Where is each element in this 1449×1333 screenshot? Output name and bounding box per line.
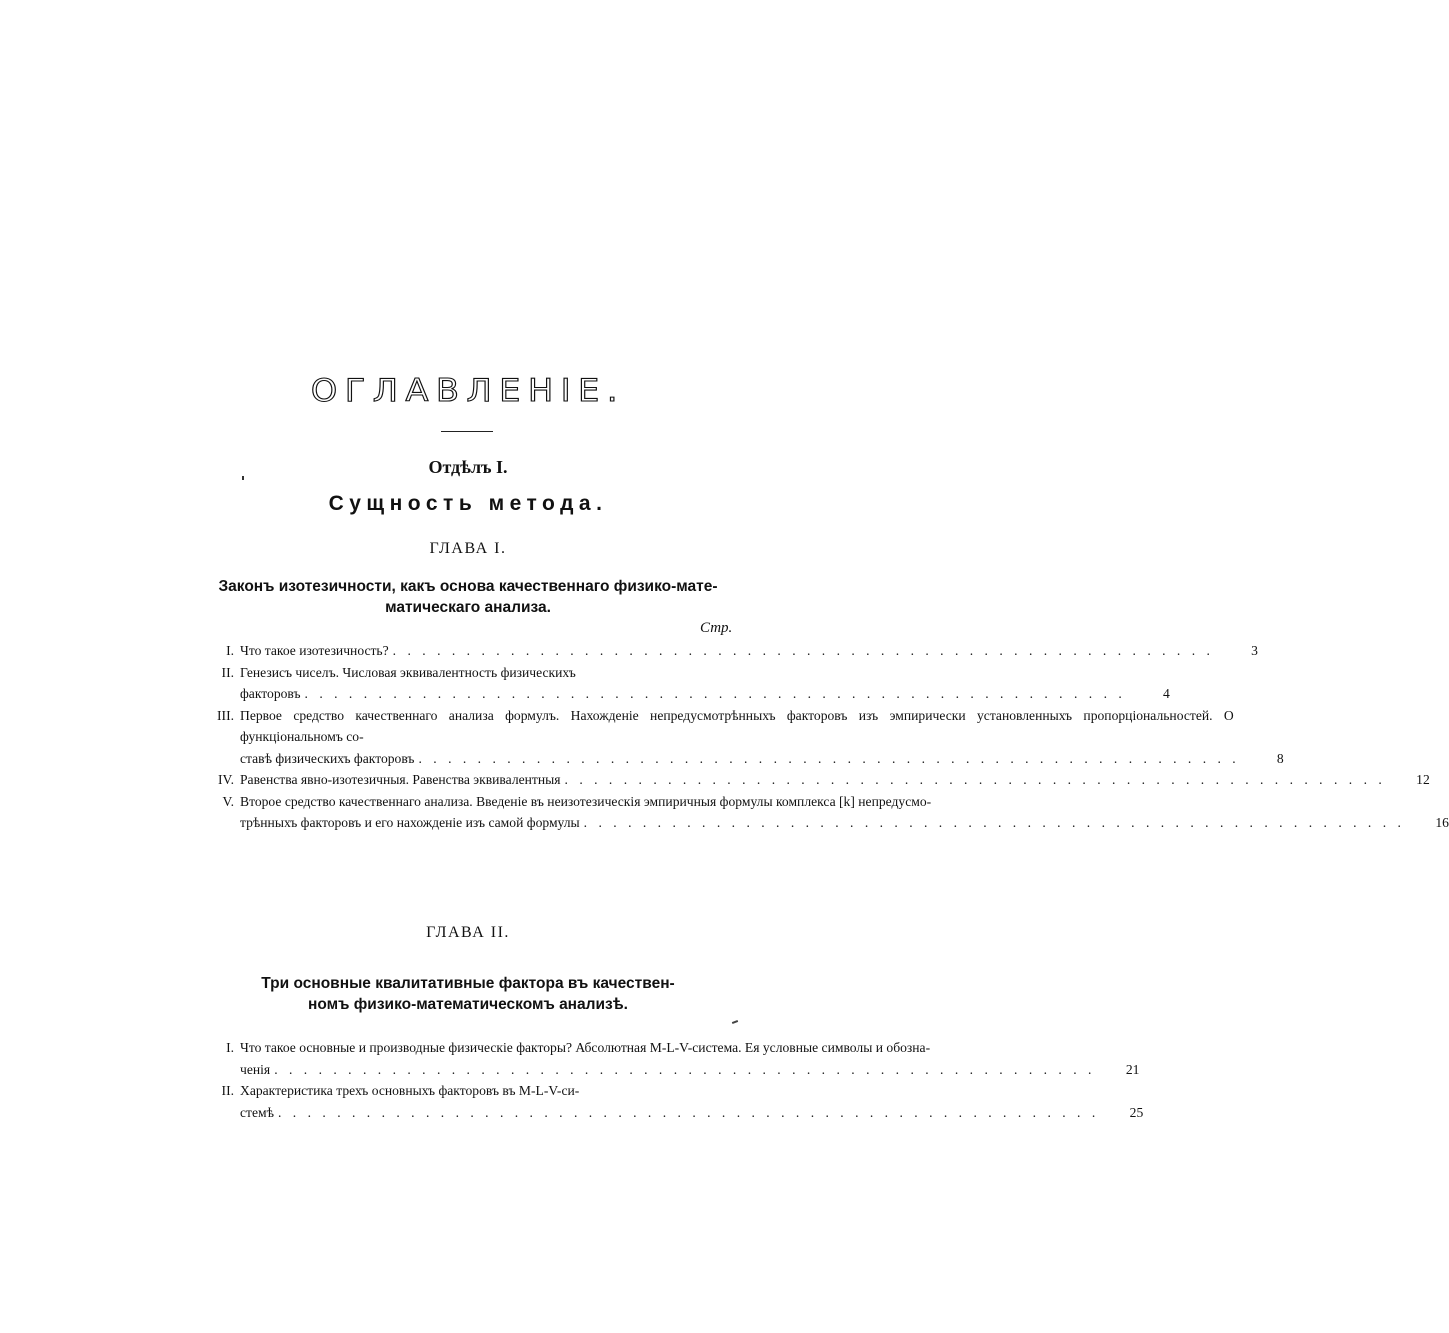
dot-leader: [301, 683, 1126, 705]
entry-title-end: факторовъ: [240, 686, 301, 701]
section-label: Отдѣлъ I.: [428, 457, 508, 477]
entry-title-end: стемѣ: [240, 1104, 274, 1120]
page-column-header: Стр.: [700, 620, 733, 636]
dot-leader: [561, 769, 1386, 791]
entry-title-end: ставѣ физическихъ факторовъ: [240, 750, 415, 766]
dot-leader: [414, 748, 1239, 770]
chapter-2-label: ГЛАВА II.: [426, 924, 510, 941]
entry-title-end: ченія: [240, 1061, 271, 1077]
entry-number: III.: [217, 707, 234, 723]
entry-title: Что такое изотезичность?: [240, 643, 389, 658]
entry-number: IV.: [218, 772, 234, 787]
entry-page: 12: [1416, 772, 1430, 787]
chapter-1-toc: [206, 640, 1449, 834]
dot-leader: [389, 640, 1214, 662]
entry-text: Первое средство качественнаго анализа формулъ. Нахожденіе непредусмотрѣнныхъ факторовъ изъ эмпирически установленныхъ пропорціональностей. О функціональномъ со-: [240, 707, 1234, 744]
dot-leader: [274, 1102, 1099, 1124]
title-rule: [441, 431, 493, 432]
chapter-2-title-line-2: номъ физико-математическомъ анализѣ.: [308, 996, 628, 1013]
toc-entry[interactable]: [206, 791, 1449, 834]
chapter-2-title: [210, 973, 726, 1015]
chapter-1-label: ГЛАВА I.: [429, 540, 507, 557]
entry-number: II.: [221, 664, 234, 680]
chapter-2-title-line-1: Три основные квалитативные фактора въ качествен-: [261, 975, 675, 992]
entry-text: Что такое основные и производные физическіе факторы? Абсолютная M-L-V-система. Ея условные символы и обозна-: [240, 1040, 931, 1055]
entry-page: 21: [1125, 1061, 1140, 1077]
entry-page: 4: [1162, 686, 1170, 701]
chapter-1-title-line-2: матическаго анализа.: [385, 599, 551, 616]
chapter-2-toc: [206, 1037, 1144, 1123]
entry-text: Характеристика трехъ основныхъ факторовъ въ M-L-V-си-: [240, 1083, 580, 1098]
print-speck-2: [732, 1020, 738, 1024]
entry-number: I.: [226, 643, 234, 658]
entry-number: V.: [222, 793, 234, 809]
toc-entry[interactable]: [206, 640, 1258, 662]
entry-number: II.: [221, 1083, 234, 1098]
section-title: Сущность метода.: [328, 492, 608, 515]
entry-title: Равенства явно-изотезичныя. Равенства эквивалентныя: [240, 772, 561, 787]
entry-number: I.: [226, 1040, 234, 1055]
entry-text: Второе средство качественнаго анализа. Введеніе въ неизотезическія эмпиричныя формулы комплекса [k] непредусмо-: [240, 793, 932, 809]
toc-entry[interactable]: [206, 1080, 1144, 1123]
toc-entry[interactable]: [206, 769, 1430, 791]
toc-entry[interactable]: [206, 705, 1284, 770]
entry-page: 3: [1251, 643, 1258, 658]
chapter-1-title-line-1: Законъ изотезичности, какъ основа качественнаго физико-мате-: [218, 578, 718, 595]
entry-text: Генезисъ чиселъ. Числовая эквивалентность физическихъ: [240, 664, 576, 680]
dot-leader: [580, 812, 1405, 834]
dot-leader: [270, 1059, 1095, 1081]
entry-page: 8: [1276, 750, 1284, 766]
entry-page: 16: [1435, 815, 1449, 830]
toc-entry[interactable]: [206, 1037, 1140, 1080]
entry-page: 25: [1129, 1104, 1144, 1120]
page-title: ОГЛАВЛЕНІЕ.: [310, 373, 626, 409]
toc-entry[interactable]: [206, 662, 1170, 705]
entry-title-end: трѣнныхъ факторовъ и его нахожденіе изъ самой формулы: [240, 815, 580, 830]
chapter-1-title: [178, 576, 758, 618]
